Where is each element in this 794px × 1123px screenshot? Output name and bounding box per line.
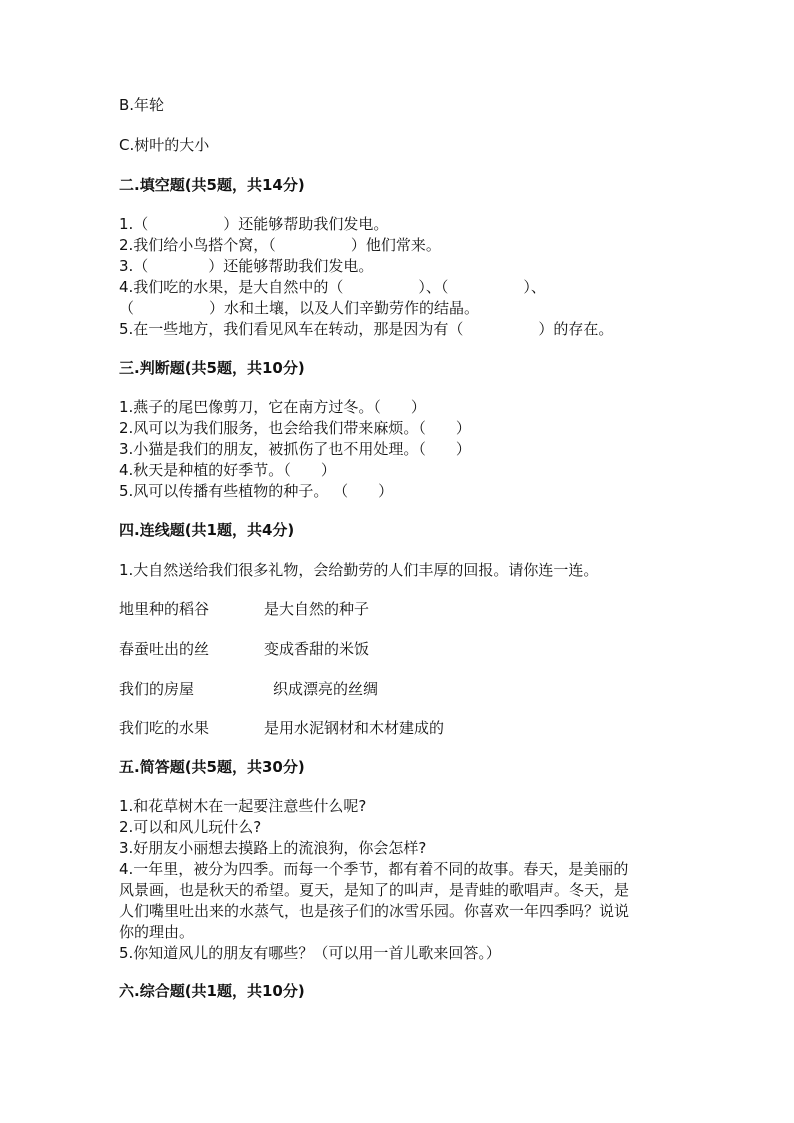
short-answer-question: 4.一年里，被分为四季。而每一个季节，都有着不同的故事。春天，是美丽的 — [119, 860, 629, 878]
short-answer-question-continued: 风景画，也是秋天的希望。夏天，是知了的叫声，是青蛙的歌唱声。冬天，是 — [119, 881, 630, 899]
true-false-question: 3.小猫是我们的朋友，被抓伤了也不用处理。（ ） — [119, 440, 471, 458]
fill-blank-question: 2.我们给小鸟搭个窝，（ ）他们常来。 — [119, 236, 441, 254]
section-heading-true-false: 三.判断题(共5题，共10分) — [119, 359, 305, 377]
fill-blank-question: 5.在一些地方，我们看见风车在转动，那是因为有（ ）的存在。 — [119, 320, 614, 338]
short-answer-question: 5.你知道风儿的朋友有哪些？（可以用一首儿歌来回答。） — [119, 944, 501, 962]
section-heading-short-answer: 五.简答题(共5题，共30分) — [119, 758, 305, 776]
option-c: C.树叶的大小 — [119, 136, 210, 154]
true-false-question: 1.燕子的尾巴像剪刀，它在南方过冬。（ ） — [119, 398, 426, 416]
true-false-question: 4.秋天是种植的好季节。（ ） — [119, 461, 336, 479]
matching-right-item: 织成漂亮的丝绸 — [273, 680, 379, 698]
fill-blank-question: 3.（ ）还能够帮助我们发电。 — [119, 257, 374, 275]
matching-left-item: 地里种的稻谷 — [119, 600, 210, 618]
option-b: B.年轮 — [119, 96, 165, 114]
matching-left-item: 春蚕吐出的丝 — [119, 640, 210, 658]
section-heading-comprehensive: 六.综合题(共1题，共10分) — [119, 982, 305, 1000]
fill-blank-question: 4.我们吃的水果，是大自然中的（ ）、（ ）、 — [119, 278, 546, 296]
matching-right-item: 是用水泥钢材和木材建成的 — [264, 719, 445, 737]
matching-right-item: 变成香甜的米饭 — [264, 640, 370, 658]
section-heading-fill-blank: 二.填空题(共5题，共14分) — [119, 176, 305, 194]
matching-right-item: 是大自然的种子 — [264, 600, 370, 618]
short-answer-question-continued: 人们嘴里吐出来的水蒸气，也是孩子们的冰雪乐园。你喜欢一年四季吗？说说 — [119, 902, 630, 920]
matching-left-item: 我们的房屋 — [119, 680, 195, 698]
true-false-question: 2.风可以为我们服务，也会给我们带来麻烦。（ ） — [119, 419, 471, 437]
short-answer-question-continued: 你的理由。 — [119, 923, 195, 941]
short-answer-question: 1.和花草树木在一起要注意些什么呢? — [119, 797, 367, 815]
true-false-question: 5.风可以传播有些植物的种子。 （ ） — [119, 482, 394, 500]
short-answer-question: 2.可以和风儿玩什么? — [119, 818, 262, 836]
short-answer-question: 3.好朋友小丽想去摸路上的流浪狗，你会怎样? — [119, 839, 427, 857]
matching-question: 1.大自然送给我们很多礼物，会给勤劳的人们丰厚的回报。请你连一连。 — [119, 561, 599, 579]
section-heading-matching: 四.连线题(共1题，共4分) — [119, 521, 295, 539]
matching-left-item: 我们吃的水果 — [119, 719, 210, 737]
fill-blank-question: 1.（ ）还能够帮助我们发电。 — [119, 215, 389, 233]
fill-blank-question-continued: （ ）水和土壤，以及人们辛勤劳作的结晶。 — [119, 299, 480, 317]
